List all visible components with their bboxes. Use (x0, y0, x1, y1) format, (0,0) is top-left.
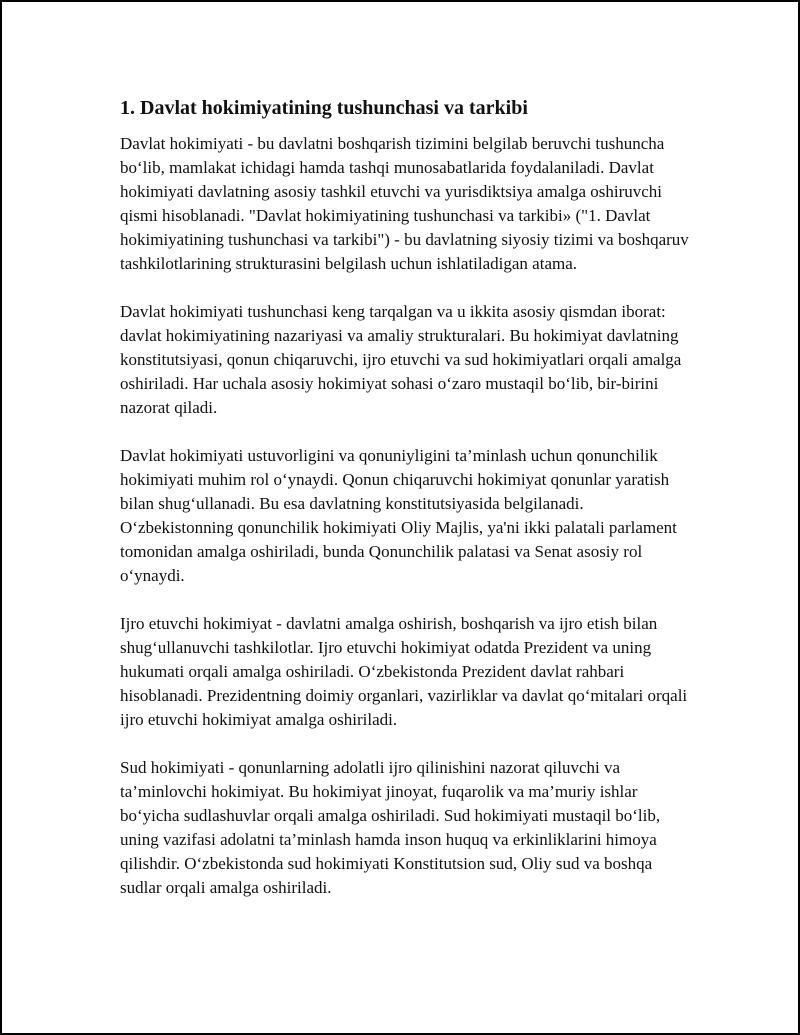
paragraph-judicial: Sud hokimiyati - qonunlarning adolatli ijro qilinishini nazorat qiluvchi va ta’minlovchi hokimiyat. Bu hokimiyat jinoyat, fuqarolik va ma’muriy ishlar bo‘yicha sudlashuvlar orqali amalga oshiriladi. Sud hokimiyati mustaqil bo‘lib, uning vazifasi adolatni ta’minlash hamda inson huquq va erkinliklarini himoya qilishdir. O‘zbekistonda sud hokimiyati Konstitutsion sud, Oliy sud va boshqa sudlar orqali amalga oshiriladi. (120, 758, 661, 897)
paragraph-legislative: Davlat hokimiyati ustuvorligini va qonuniyligini ta’minlash uchun qonunchilik hokimiyati muhim rol o‘ynaydi. Qonun chiqaruvchi hokimiyat qonunlar yaratish bilan shug‘ullanadi. Bu esa davlatning konstitutsiyasida belgilanadi. O‘zbekistonning qonunchilik hokimiyati Oliy Majlis, ya'ni ikki palatali parlament tomonidan amalga oshiriladi, bunda Qonunchilik palatasi va Senat asosiy rol o‘ynaydi. (120, 446, 677, 585)
document-title: 1. Davlat hokimiyatining tushunchasi va tarkibi (120, 97, 528, 119)
paragraph-structure: Davlat hokimiyati tushunchasi keng tarqalgan va u ikkita asosiy qismdan iborat: davlat hokimiyatining nazariyasi va amaliy strukturalari. Bu hokimiyat davlatning konstitutsiyasi, qonun chiqaruvchi, ijro etuvchi va sud hokimiyatlari orqali amalga oshiriladi. Har uchala asosiy hokimiyat sohasi o‘zaro mustaqil bo‘lib, bir-birini nazorat qiladi. (120, 302, 682, 417)
paragraph-definition: Davlat hokimiyati - bu davlatni boshqarish tizimini belgilab beruvchi tushuncha bo‘lib, mamlakat ichidagi hamda tashqi munosabatlarida foydalaniladi. Davlat hokimiyati davlatning asosiy tashkil etuvchi va yurisdiktsiya amalga oshiruvchi qismi hisoblanadi. "Davlat hokimiyatining tushunchasi va tarkibi» ("1. Davlat hokimiyatining tushunchasi va tarkibi") - bu davlatning siyosiy tizimi va boshqaruv tashkilotlarining strukturasini belgilash uchun ishlatiladigan atama. (120, 134, 689, 273)
document-body (120, 94, 692, 924)
paragraph-executive: Ijro etuvchi hokimiyat - davlatni amalga oshirish, boshqarish va ijro etish bilan shug‘ullanuvchi tashkilotlar. Ijro etuvchi hokimiyat odatda Prezident va uning hukumati orqali amalga oshiriladi. O‘zbekistonda Prezident davlat rahbari hisoblanadi. Prezidentning doimiy organlari, vazirliklar va davlat qo‘mitalari orqali ijro etuvchi hokimiyat amalga oshiriladi. (120, 614, 688, 729)
